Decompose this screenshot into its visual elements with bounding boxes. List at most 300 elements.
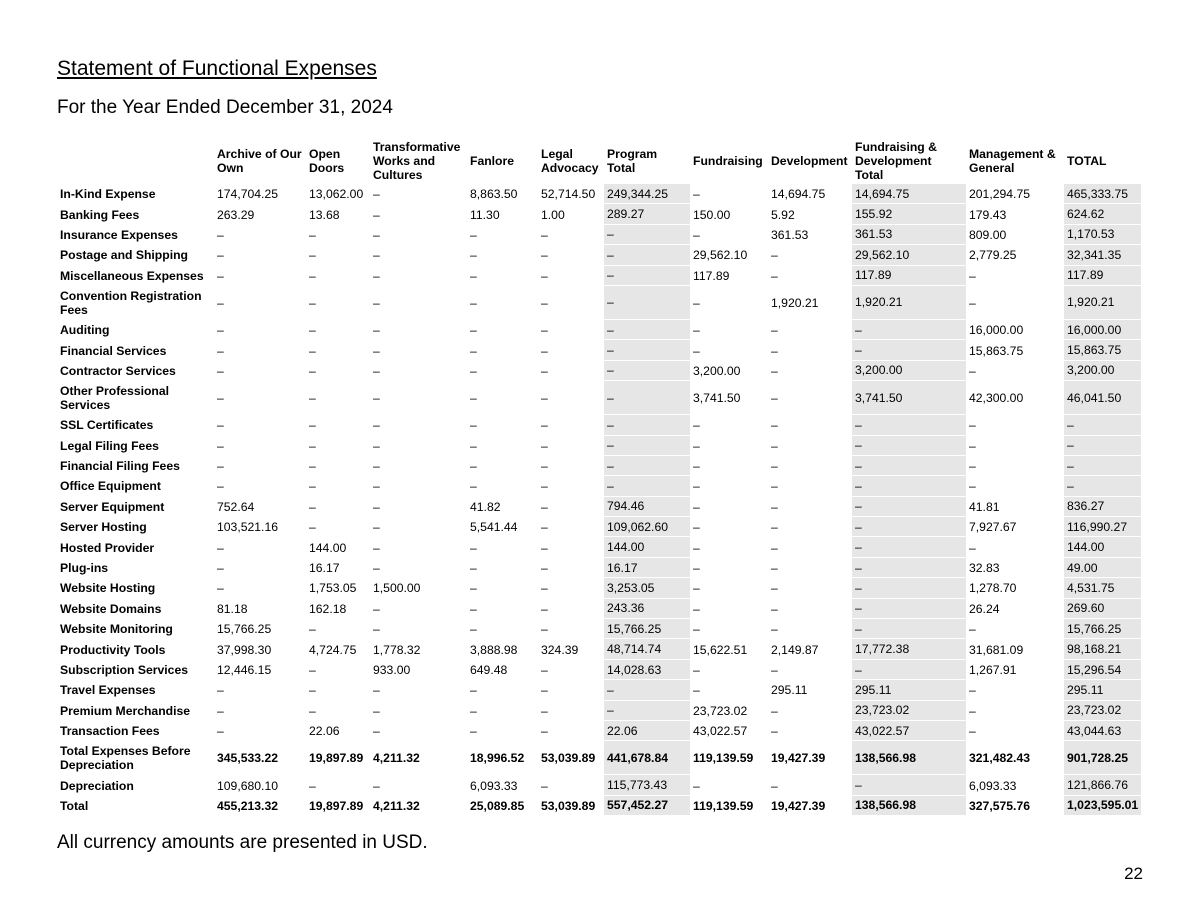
table-cell: 15,766.25 bbox=[217, 622, 272, 637]
table-cell: – bbox=[373, 499, 380, 514]
table-cell: 13,062.00 bbox=[309, 187, 364, 202]
table-cell: – bbox=[693, 459, 700, 474]
table-cell: 321,482.43 bbox=[969, 751, 1030, 766]
table-cell: – bbox=[541, 459, 548, 474]
table-cell: 455,213.32 bbox=[217, 798, 278, 813]
table-cell: – bbox=[771, 479, 778, 494]
column-header: Program Total bbox=[607, 147, 658, 175]
table-cell: – bbox=[693, 683, 700, 698]
column-header: Development bbox=[771, 154, 848, 168]
table-cell: 115,773.43 bbox=[604, 775, 690, 795]
table-cell: – bbox=[852, 320, 966, 340]
table-cell: 13.68 bbox=[309, 207, 340, 222]
table-cell: 345,533.22 bbox=[217, 751, 278, 766]
table-cell: – bbox=[693, 663, 700, 677]
row-label: Legal Filing Fees bbox=[60, 438, 159, 453]
table-cell: – bbox=[541, 778, 548, 793]
table-row bbox=[57, 456, 1141, 476]
table-cell: – bbox=[969, 724, 976, 739]
table-row bbox=[57, 721, 1141, 741]
table-cell: 1,920.21 bbox=[771, 295, 819, 310]
table-cell: 53,039.89 bbox=[541, 798, 596, 813]
table-cell: – bbox=[541, 438, 548, 453]
table-cell: – bbox=[771, 703, 778, 718]
table-cell: – bbox=[309, 499, 316, 514]
table-cell: 649.48 bbox=[470, 663, 508, 677]
table-cell: – bbox=[373, 540, 380, 555]
table-cell: – bbox=[604, 361, 690, 381]
table-cell: – bbox=[852, 558, 966, 578]
table-cell: – bbox=[604, 245, 690, 265]
table-cell: – bbox=[541, 520, 548, 535]
table-cell: 441,678.84 bbox=[604, 741, 690, 775]
table-cell: – bbox=[470, 683, 477, 698]
table-cell: – bbox=[604, 225, 690, 245]
table-cell: – bbox=[969, 703, 976, 718]
table-cell: – bbox=[373, 778, 380, 793]
table-cell: – bbox=[309, 227, 316, 242]
row-label: Postage and Shipping bbox=[60, 248, 188, 263]
table-cell: – bbox=[693, 622, 700, 637]
table-cell: – bbox=[373, 724, 380, 739]
table-cell: – bbox=[852, 497, 966, 517]
table-cell: 3,741.50 bbox=[693, 391, 741, 406]
table-cell: 32,341.35 bbox=[1064, 245, 1141, 265]
table-cell: 22.06 bbox=[604, 721, 690, 741]
row-label: Website Monitoring bbox=[60, 622, 173, 637]
table-cell: – bbox=[470, 459, 477, 474]
table-cell: 7,927.67 bbox=[969, 520, 1017, 535]
table-cell: 138,566.98 bbox=[852, 741, 966, 775]
table-row bbox=[57, 599, 1141, 619]
table-cell: 179.43 bbox=[969, 207, 1007, 222]
table-cell: – bbox=[693, 581, 700, 596]
table-cell: 121,866.76 bbox=[1064, 775, 1141, 795]
table-cell: 12,446.15 bbox=[217, 663, 272, 677]
table-cell: – bbox=[470, 268, 477, 283]
table-row bbox=[57, 340, 1141, 360]
table-cell: – bbox=[604, 456, 690, 476]
table-cell: 41.82 bbox=[470, 499, 501, 514]
table-cell: – bbox=[969, 363, 976, 378]
table-cell: 5.92 bbox=[771, 207, 795, 222]
table-row bbox=[57, 639, 1141, 659]
table-cell: – bbox=[541, 561, 548, 576]
table-cell: – bbox=[470, 391, 477, 406]
table-cell: 42,300.00 bbox=[969, 391, 1024, 406]
table-cell: – bbox=[604, 436, 690, 456]
table-cell: – bbox=[309, 520, 316, 535]
table-cell: – bbox=[470, 703, 477, 718]
table-cell: 1,023,595.01 bbox=[1064, 796, 1141, 816]
table-cell: 23,723.02 bbox=[852, 701, 966, 721]
table-cell: 119,139.59 bbox=[693, 751, 754, 766]
row-label: Subscription Services bbox=[60, 663, 189, 677]
table-row bbox=[57, 184, 1141, 204]
table-cell: – bbox=[217, 323, 224, 338]
table-cell: – bbox=[604, 340, 690, 360]
table-cell: – bbox=[852, 775, 966, 795]
page-title: Statement of Functional Expenses bbox=[57, 57, 377, 80]
table-cell: 16,000.00 bbox=[1064, 320, 1141, 340]
table-row bbox=[57, 381, 1141, 415]
table-cell: – bbox=[309, 683, 316, 698]
table-cell: 98,168.21 bbox=[1064, 639, 1141, 659]
table-cell: – bbox=[541, 724, 548, 739]
table-cell: – bbox=[852, 619, 966, 639]
table-cell: 14,694.75 bbox=[852, 184, 966, 204]
table-cell: 155.92 bbox=[852, 204, 966, 224]
table-cell: 117.89 bbox=[1064, 266, 1141, 286]
table-cell: 3,200.00 bbox=[1064, 361, 1141, 381]
functional-expenses-table bbox=[57, 138, 1141, 816]
row-label: Insurance Expenses bbox=[60, 227, 178, 242]
table-cell: – bbox=[541, 479, 548, 494]
table-cell: – bbox=[217, 248, 224, 263]
table-cell: 41.81 bbox=[969, 499, 1000, 514]
table-cell: 465,333.75 bbox=[1064, 184, 1141, 204]
column-header: Fanlore bbox=[470, 154, 515, 168]
table-cell: – bbox=[470, 601, 477, 616]
table-cell: – bbox=[1064, 415, 1141, 435]
table-cell: – bbox=[852, 340, 966, 360]
table-cell: 23,723.02 bbox=[1064, 701, 1141, 721]
table-cell: 1,753.05 bbox=[309, 581, 357, 596]
table-cell: – bbox=[541, 499, 548, 514]
table-cell: – bbox=[771, 581, 778, 596]
table-cell: – bbox=[541, 601, 548, 616]
table-cell: – bbox=[541, 703, 548, 718]
row-label: Total bbox=[60, 798, 89, 813]
table-cell: – bbox=[373, 479, 380, 494]
table-cell: – bbox=[693, 499, 700, 514]
table-cell: 14,028.63 bbox=[604, 660, 690, 680]
table-cell: – bbox=[470, 724, 477, 739]
table-cell: – bbox=[1064, 456, 1141, 476]
table-row bbox=[57, 497, 1141, 517]
table-cell: – bbox=[693, 295, 700, 310]
table-cell: 11.30 bbox=[470, 207, 500, 222]
table-cell: 269.60 bbox=[1064, 599, 1141, 619]
table-cell: 17,772.38 bbox=[852, 639, 966, 659]
table-cell: 117.89 bbox=[693, 268, 730, 283]
table-cell: – bbox=[771, 459, 778, 474]
table-cell: – bbox=[771, 418, 778, 433]
table-row bbox=[57, 558, 1141, 578]
table-cell: – bbox=[604, 680, 690, 700]
row-label: Banking Fees bbox=[60, 207, 140, 222]
table-cell: – bbox=[217, 343, 224, 358]
table-cell: 624.62 bbox=[1064, 204, 1141, 224]
table-cell: – bbox=[1064, 436, 1141, 456]
table-cell: – bbox=[604, 415, 690, 435]
table-cell: – bbox=[969, 438, 976, 453]
table-cell: 53,039.89 bbox=[541, 751, 596, 766]
table-cell: – bbox=[217, 391, 224, 406]
row-label: In-Kind Expense bbox=[60, 187, 156, 202]
table-cell: – bbox=[309, 295, 316, 310]
table-cell: 49.00 bbox=[1064, 558, 1141, 578]
table-cell: – bbox=[969, 295, 976, 310]
table-cell: – bbox=[771, 601, 778, 616]
table-row bbox=[57, 537, 1141, 557]
table-cell: 933.00 bbox=[373, 663, 411, 677]
table-cell: – bbox=[373, 323, 380, 338]
table-cell: 1,920.21 bbox=[1064, 286, 1141, 320]
table-cell: 1,500.00 bbox=[373, 581, 421, 596]
table-cell: – bbox=[217, 703, 224, 718]
table-cell: 1.00 bbox=[541, 207, 565, 222]
row-label: Depreciation bbox=[60, 778, 134, 793]
table-row bbox=[57, 320, 1141, 340]
table-cell: – bbox=[309, 363, 316, 378]
table-cell: – bbox=[541, 540, 548, 555]
table-cell: – bbox=[217, 363, 224, 378]
table-cell: 19,897.89 bbox=[309, 751, 364, 766]
table-cell: – bbox=[693, 227, 700, 242]
table-row bbox=[57, 775, 1141, 795]
table-cell: – bbox=[852, 436, 966, 456]
table-cell: – bbox=[541, 663, 548, 677]
table-cell: 43,022.57 bbox=[852, 721, 966, 741]
table-cell: 109,062.60 bbox=[604, 517, 690, 537]
table-cell: 243.36 bbox=[604, 599, 690, 619]
table-cell: – bbox=[373, 391, 380, 406]
table-cell: – bbox=[309, 268, 316, 283]
table-cell: 37,998.30 bbox=[217, 642, 272, 657]
table-row bbox=[57, 245, 1141, 265]
table-cell: – bbox=[604, 266, 690, 286]
table-cell: – bbox=[470, 295, 477, 310]
table-cell: 174,704.25 bbox=[217, 187, 278, 202]
table-cell: – bbox=[693, 418, 700, 433]
table-cell: – bbox=[373, 227, 380, 242]
table-cell: – bbox=[852, 660, 966, 680]
table-cell: 15,766.25 bbox=[1064, 619, 1141, 639]
table-cell: 116,990.27 bbox=[1064, 517, 1141, 537]
table-cell: – bbox=[373, 268, 380, 283]
table-cell: 26.24 bbox=[969, 601, 1000, 616]
table-cell: – bbox=[693, 343, 700, 358]
table-cell: – bbox=[373, 343, 380, 358]
table-header-row bbox=[57, 138, 1141, 184]
table-cell: – bbox=[309, 663, 316, 677]
table-cell: – bbox=[470, 227, 477, 242]
row-label: Financial Services bbox=[60, 343, 167, 358]
table-row bbox=[57, 415, 1141, 435]
table-cell: 16,000.00 bbox=[969, 323, 1024, 338]
table-cell: – bbox=[852, 517, 966, 537]
table-cell: 119,139.59 bbox=[693, 798, 754, 813]
table-cell: – bbox=[969, 683, 976, 698]
table-cell: – bbox=[541, 295, 548, 310]
table-cell: – bbox=[373, 438, 380, 453]
table-cell: – bbox=[217, 268, 224, 283]
table-cell: 295.11 bbox=[1064, 680, 1141, 700]
table-cell: – bbox=[693, 438, 700, 453]
table-cell: – bbox=[309, 459, 316, 474]
table-cell: – bbox=[541, 227, 548, 242]
table-cell: – bbox=[771, 268, 778, 283]
table-cell: – bbox=[541, 268, 548, 283]
table-cell: – bbox=[969, 479, 976, 494]
table-cell: – bbox=[309, 323, 316, 338]
table-cell: 117.89 bbox=[852, 266, 966, 286]
table-cell: 14,694.75 bbox=[771, 187, 826, 202]
table-cell: 150.00 bbox=[693, 207, 731, 222]
table-cell: 4,531.75 bbox=[1064, 578, 1141, 598]
table-cell: 752.64 bbox=[217, 499, 255, 514]
table-cell: – bbox=[604, 701, 690, 721]
table-cell: – bbox=[309, 703, 316, 718]
table-cell: – bbox=[771, 622, 778, 637]
row-label: Office Equipment bbox=[60, 479, 161, 494]
table-cell: – bbox=[693, 520, 700, 535]
table-cell: – bbox=[771, 248, 778, 263]
table-cell: – bbox=[217, 683, 224, 698]
table-cell: 295.11 bbox=[852, 680, 966, 700]
row-label: Website Hosting bbox=[60, 581, 156, 596]
table-cell: – bbox=[693, 601, 700, 616]
table-cell: 361.53 bbox=[771, 227, 809, 242]
table-cell: 15,296.54 bbox=[1064, 660, 1141, 680]
table-cell: – bbox=[771, 438, 778, 453]
table-cell: 2,149.87 bbox=[771, 642, 819, 657]
currency-footnote: All currency amounts are presented in USD. bbox=[57, 832, 428, 853]
table-cell: 46,041.50 bbox=[1064, 381, 1141, 415]
table-cell: 31,681.09 bbox=[969, 642, 1024, 657]
column-header: TOTAL bbox=[1067, 154, 1107, 168]
table-cell: – bbox=[771, 520, 778, 535]
table-cell: 794.46 bbox=[604, 497, 690, 517]
table-cell: – bbox=[693, 479, 700, 494]
table-cell: – bbox=[969, 459, 976, 474]
table-cell: – bbox=[852, 456, 966, 476]
table-cell: 103,521.16 bbox=[217, 520, 278, 535]
table-cell: – bbox=[217, 295, 224, 310]
table-row bbox=[57, 476, 1141, 496]
table-cell: – bbox=[771, 323, 778, 338]
table-cell: – bbox=[470, 561, 477, 576]
table-cell: – bbox=[470, 540, 477, 555]
row-label: Server Hosting bbox=[60, 520, 147, 535]
table-cell: – bbox=[217, 418, 224, 433]
table-cell: – bbox=[541, 418, 548, 433]
table-cell: – bbox=[604, 320, 690, 340]
table-cell: – bbox=[604, 286, 690, 320]
table-cell: – bbox=[969, 622, 976, 637]
table-cell: 162.18 bbox=[309, 601, 347, 616]
table-row bbox=[57, 204, 1141, 224]
table-cell: 289.27 bbox=[604, 204, 690, 224]
table-row bbox=[57, 436, 1141, 456]
table-cell: 1,278.70 bbox=[969, 581, 1017, 596]
table-cell: 6,093.33 bbox=[969, 778, 1017, 793]
table-cell: – bbox=[373, 622, 380, 637]
table-cell: 25,089.85 bbox=[470, 798, 525, 813]
table-cell: 29,562.10 bbox=[852, 245, 966, 265]
row-label: Server Equipment bbox=[60, 499, 165, 514]
table-cell: – bbox=[470, 479, 477, 494]
column-header: Legal Advocacy bbox=[541, 147, 599, 175]
table-cell: 3,200.00 bbox=[693, 363, 741, 378]
table-cell: – bbox=[309, 343, 316, 358]
table-cell: – bbox=[373, 561, 380, 576]
table-cell: – bbox=[771, 343, 778, 358]
table-cell: 3,200.00 bbox=[852, 361, 966, 381]
table-cell: – bbox=[541, 391, 548, 406]
table-cell: – bbox=[470, 622, 477, 637]
table-cell: – bbox=[470, 343, 477, 358]
table-cell: – bbox=[309, 778, 316, 793]
table-cell: – bbox=[771, 724, 778, 739]
table-row bbox=[57, 701, 1141, 721]
table-cell: – bbox=[541, 622, 548, 637]
table-cell: 138,566.98 bbox=[852, 796, 966, 816]
table-cell: – bbox=[852, 476, 966, 496]
table-cell: 809.00 bbox=[969, 227, 1007, 242]
table-cell: – bbox=[541, 248, 548, 263]
table-cell: – bbox=[470, 438, 477, 453]
table-row bbox=[57, 225, 1141, 245]
row-label: Miscellaneous Expenses bbox=[60, 268, 204, 283]
table-cell: 19,427.39 bbox=[771, 751, 826, 766]
table-cell: 8,863.50 bbox=[470, 187, 518, 202]
table-cell: 43,044.63 bbox=[1064, 721, 1141, 741]
table-row bbox=[57, 741, 1141, 775]
table-row bbox=[57, 286, 1141, 320]
row-label: Other Professional Services bbox=[60, 384, 170, 413]
table-cell: – bbox=[217, 438, 224, 453]
table-cell: 1,778.32 bbox=[373, 642, 421, 657]
table-cell: – bbox=[852, 537, 966, 557]
table-cell: 15,622.51 bbox=[693, 642, 748, 657]
table-cell: – bbox=[852, 599, 966, 619]
table-cell: – bbox=[541, 581, 548, 596]
table-cell: – bbox=[470, 248, 477, 263]
table-cell: – bbox=[1064, 476, 1141, 496]
table-cell: – bbox=[309, 391, 316, 406]
table-cell: 15,766.25 bbox=[604, 619, 690, 639]
table-cell: 6,093.33 bbox=[470, 778, 518, 793]
header-label-column bbox=[57, 138, 214, 184]
table-cell: – bbox=[217, 479, 224, 494]
table-cell: 32.83 bbox=[969, 561, 1000, 576]
table-row bbox=[57, 361, 1141, 381]
table-cell: – bbox=[771, 363, 778, 378]
column-header: Archive of Our Own bbox=[217, 147, 302, 175]
table-cell: – bbox=[217, 459, 224, 474]
table-cell: 3,253.05 bbox=[604, 578, 690, 598]
table-cell: – bbox=[309, 248, 316, 263]
table-cell: 144.00 bbox=[1064, 537, 1141, 557]
table-cell: – bbox=[470, 323, 477, 338]
row-label: Productivity Tools bbox=[60, 642, 166, 657]
table-cell: 2,779.25 bbox=[969, 248, 1017, 263]
table-cell: – bbox=[309, 418, 316, 433]
table-cell: 836.27 bbox=[1064, 497, 1141, 517]
table-cell: 19,897.89 bbox=[309, 798, 364, 813]
table-cell: 901,728.25 bbox=[1064, 741, 1141, 775]
table-cell: – bbox=[373, 683, 380, 698]
table-row bbox=[57, 796, 1141, 816]
table-cell: 16.17 bbox=[309, 561, 340, 576]
table-cell: – bbox=[969, 418, 976, 433]
table-row bbox=[57, 660, 1141, 680]
table-cell: – bbox=[852, 415, 966, 435]
row-label: Convention Registration Fees bbox=[60, 288, 202, 317]
row-label: Transaction Fees bbox=[60, 724, 160, 739]
